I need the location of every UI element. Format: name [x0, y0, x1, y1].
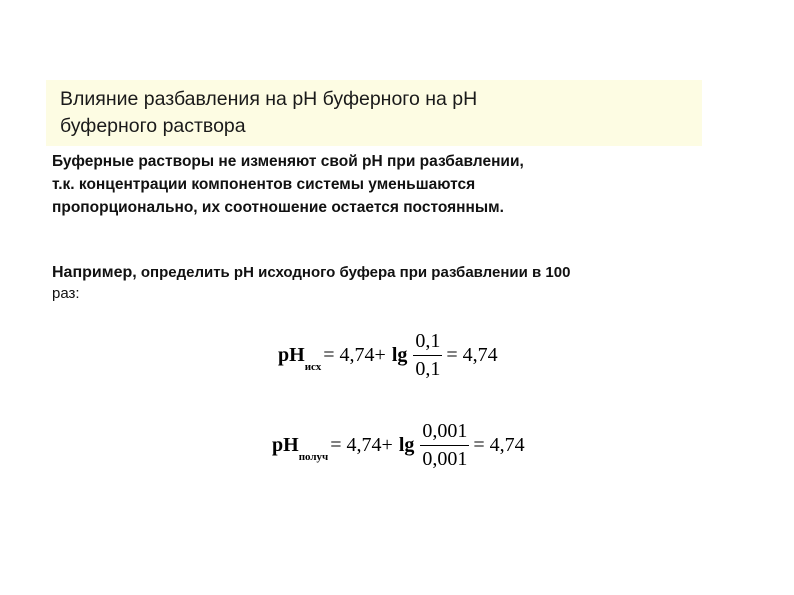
- formula-lg: lg: [391, 344, 408, 366]
- formula-result: = 4,74: [473, 434, 525, 456]
- title-line-2: буферного раствора: [60, 115, 246, 137]
- formula-equals-term: = 4,74+: [330, 434, 393, 456]
- formula-ph: pH: [278, 344, 305, 366]
- body-paragraph: [52, 150, 732, 219]
- example-text: определить рН исходного буфера при разбавлении в 100: [136, 264, 571, 281]
- fraction-numerator: 0,1: [413, 330, 442, 356]
- formula-lg: lg: [398, 434, 415, 456]
- example-paragraph: [52, 262, 712, 304]
- formula-fraction: [413, 330, 442, 381]
- formula-initial: [278, 330, 498, 381]
- body-line-1: Буферные растворы не изменяют свой рН при разбавлении,: [52, 153, 524, 170]
- title-box: [46, 80, 702, 146]
- formula-subscript: получ: [298, 451, 329, 463]
- formula-diluted: [272, 420, 525, 471]
- example-line-2: раз:: [52, 285, 80, 302]
- body-line-3: пропорционально, их соотношение остается постоянным.: [52, 199, 504, 216]
- fraction-denominator: 0,001: [422, 448, 468, 470]
- body-line-2: т.к. концентрации компонентов системы уменьшаются: [52, 176, 476, 193]
- formula-result: = 4,74: [446, 344, 498, 366]
- formula-equals-term: = 4,74+: [323, 344, 386, 366]
- formula-fraction: [420, 420, 469, 471]
- example-lead: Например,: [52, 264, 137, 281]
- formula-subscript: исх: [304, 361, 322, 373]
- slide-title: [60, 86, 702, 140]
- fraction-numerator: 0,001: [420, 420, 469, 446]
- formula-ph: pH: [272, 434, 299, 456]
- title-line-1: Влияние разбавления на рН буферного на рН: [60, 88, 478, 110]
- fraction-denominator: 0,1: [415, 358, 441, 380]
